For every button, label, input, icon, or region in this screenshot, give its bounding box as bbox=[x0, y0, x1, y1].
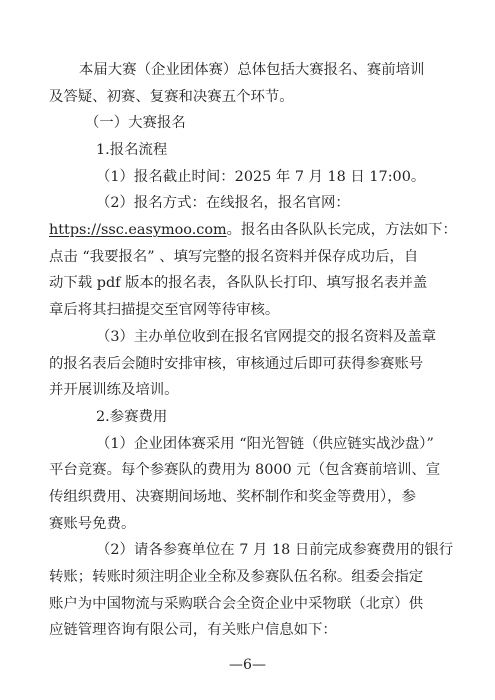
method-item-line-4: 动下载 pdf 版本的报名表，各队队长打印、填写报名表并盖 bbox=[49, 275, 428, 292]
fee-item-1-line-3: 传组织费用、决赛期间场地、奖杯制作和奖金等费用），参 bbox=[49, 488, 416, 505]
section-heading-registration: （一）大赛报名 bbox=[85, 115, 186, 132]
fee-item-2-line-4: 应链管理咨询有限公司，有关账户信息如下： bbox=[49, 622, 337, 639]
review-item-line-2: 的报名表后会随时安排审核，审核通过后即可获得参赛账号 bbox=[49, 355, 424, 372]
review-item-line-1: （3）主办单位收到在报名官网提交的报名资料及盖章 bbox=[96, 328, 437, 345]
intro-line-2: 及答疑、初赛、复赛和决赛五个环节。 bbox=[49, 88, 294, 105]
intro-line-1: 本届大赛（企业团体赛）总体包括大赛报名、赛前培训 bbox=[79, 62, 425, 78]
method-line-2-text: 。报名由各队队长完成，方法如下： bbox=[226, 222, 457, 239]
page-number: —6— bbox=[229, 657, 266, 673]
method-item-line-3: 点击 “我要报名” 、填写完整的报名资料并保存成功后，自 bbox=[49, 248, 419, 265]
subheading-registration-flow: 1.报名流程 bbox=[96, 142, 168, 159]
fee-item-2-line-1: （2）请各参赛单位在 7 月 18 日前完成参赛费用的银行 bbox=[96, 542, 454, 559]
method-item-line-1: （2）报名方式：在线报名，报名官网： bbox=[96, 195, 350, 212]
fee-item-1-line-4: 赛账号免费。 bbox=[49, 515, 136, 532]
fee-item-2-line-2: 转账；转账时须注明企业全称及参赛队伍名称。组委会指定 bbox=[49, 568, 424, 585]
official-website-link[interactable]: https://ssc.easymoo.com bbox=[49, 222, 227, 239]
method-item-line-2 bbox=[0, 220, 495, 240]
deadline-item: （1）报名截止时间：2025 年 7 月 18 日 17:00。 bbox=[96, 168, 426, 185]
fee-item-1-line-2: 平台竞赛。每个参赛队的费用为 8000 元（包含赛前培训、宣 bbox=[49, 462, 441, 479]
subheading-fees: 2.参赛费用 bbox=[96, 408, 168, 425]
review-item-line-3: 并开展训练及培训。 bbox=[49, 382, 179, 399]
fee-item-1-line-1: （1）企业团体赛采用 “阳光智链（供应链实战沙盘）” bbox=[96, 435, 434, 452]
fee-item-2-line-3: 账户为中国物流与采购联合会全资企业中采物联（北京）供 bbox=[49, 595, 424, 612]
method-item-line-5: 章后将其扫描提交至官网等待审核。 bbox=[49, 302, 280, 319]
